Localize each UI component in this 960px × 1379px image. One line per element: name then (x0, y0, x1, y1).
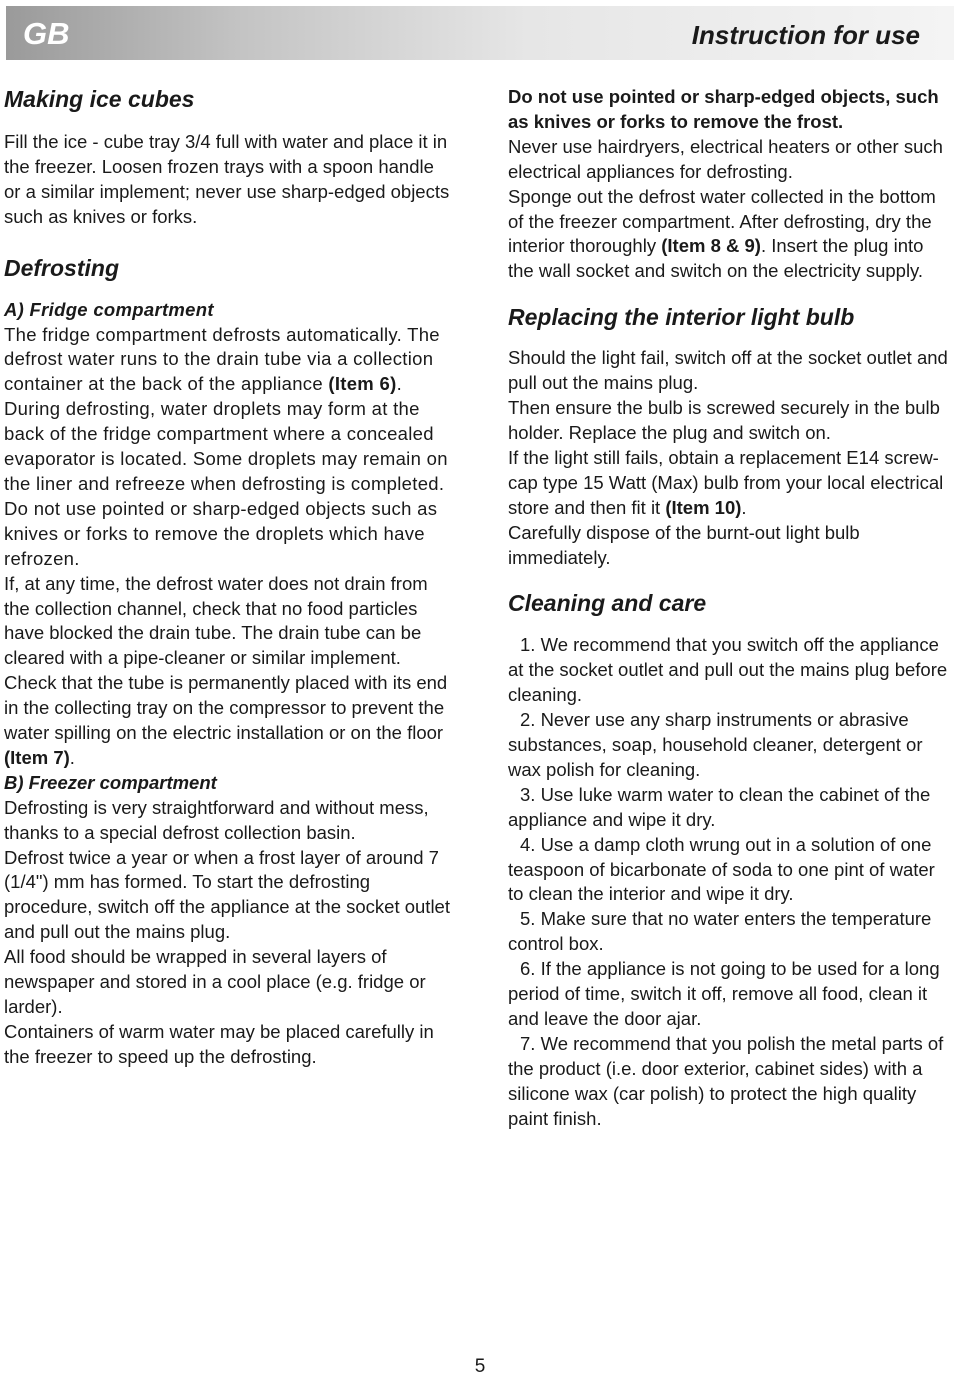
ice-cubes-text: Fill the ice - cube tray 3/4 full with water and place it in the freezer. Loosen frozen trays with a spoon handle or a similar implement; never use sharp-edged objects such as knives or forks. (4, 131, 450, 227)
right-column (508, 82, 953, 1132)
bulb-paragraph-4: Carefully dispose of the burnt-out light bulb immediately. (508, 521, 860, 568)
language-code: GB (23, 16, 70, 51)
defrost-warning: Do not use pointed or sharp-edged objects, such as knives or forks to remove the frost. (508, 86, 939, 132)
heading-freezer-compartment: B) Freezer compartment (4, 771, 217, 793)
list-item: 5. Make sure that no water enters the temperature control box. (508, 908, 932, 955)
page-header (6, 6, 954, 60)
warning-paragraph-1: Never use hairdryers, electrical heaters or other such electrical appliances for defrosting. (508, 135, 943, 182)
bulb-paragraph-1: Should the light fail, switch off at the socket outlet and pull out the mains plug. (508, 347, 948, 394)
list-item: 6. If the appliance is not going to be used for a long period of time, switch it off, remove all food, clean it and leave the door ajar. (508, 958, 940, 1029)
freezer-paragraph-4: Containers of warm water may be placed carefully in the freezer to speed up the defrosting. (4, 1020, 434, 1067)
list-item: 1. We recommend that you switch off the appliance at the socket outlet and pull out the mains plug before cleaning. (508, 634, 948, 706)
heading-defrosting: Defrosting (4, 254, 119, 281)
fridge-paragraph-1: The fridge compartment defrosts automatically. The defrost water runs to the drain tube via a collection container at the back of the appliance (Item 6). (4, 323, 440, 395)
list-item: 2. Never use any sharp instruments or abrasive substances, soap, household cleaner, detergent or wax polish for cleaning. (508, 709, 923, 780)
bulb-paragraph-3: If the light still fails, obtain a replacement E14 screw-cap type 15 Watt (Max) bulb from your local electrical store and then fit it (Item 10). (508, 446, 944, 518)
list-item: 7. We recommend that you polish the metal parts of the product (i.e. door exterior, cabinet sides) with a silicone wax (car polish) to protect the high quality paint finish. (508, 1032, 944, 1129)
item-ref-7: (Item 7) (4, 746, 70, 768)
item-ref-8-9: (Item 8 & 9) (661, 235, 761, 257)
heading-cleaning-and-care: Cleaning and care (508, 590, 707, 617)
heading-replacing-light-bulb: Replacing the interior light bulb (508, 304, 855, 331)
warning-paragraph-2: Sponge out the defrost water collected in the bottom of the freezer compartment. After defrosting, dry the interior thoroughly (Item 8 & 9). Insert the plug into the wall socket and switch on the electricity supply. (508, 185, 936, 282)
page-number: 5 (474, 1356, 486, 1377)
fridge-paragraph-2: During defrosting, water droplets may form at the back of the fridge compartment where a concealed evaporator is located. Some droplets may remain on the liner and refreeze when defrosting is completed. Do not use pointed or sharp-edged objects such as knives or forks to remove the droplets which have refrozen. (4, 398, 448, 569)
left-column (4, 82, 454, 1070)
heading-making-ice-cubes: Making ice cubes (4, 86, 195, 112)
list-item: 3. Use luke warm water to clean the cabinet of the appliance and wipe it dry. (508, 783, 931, 830)
header-title: Instruction for use (691, 20, 920, 50)
bulb-paragraph-2: Then ensure the bulb is screwed securely in the bulb holder. Replace the plug and switch on. (508, 397, 940, 443)
heading-fridge-compartment: A) Fridge compartment (4, 298, 214, 320)
fridge-paragraph-3: If, at any time, the defrost water does not drain from the collection channel, check that no food particles have blocked the drain tube. The drain tube can be cleared with a pipe-cleaner or similar implement. (4, 572, 428, 669)
freezer-paragraph-2: Defrost twice a year or when a frost layer of around 7 (1/4") mm has formed. To start the defrosting procedure, switch off the appliance at the socket outlet and pull out the mains plug. (4, 846, 450, 943)
freezer-paragraph-1: Defrosting is very straightforward and without mess, thanks to a special defrost collection basin. (4, 796, 429, 843)
freezer-paragraph-3: All food should be wrapped in several layers of newspaper and stored in a cool place (e.g. fridge or larder). (4, 946, 426, 1017)
item-ref-10: (Item 10) (665, 496, 742, 518)
fridge-paragraph-4: Check that the tube is permanently placed with its end in the collecting tray on the compressor to prevent the water spilling on the electric installation or on the floor (Item 7). (4, 672, 448, 768)
list-item: 4. Use a damp cloth wrung out in a solution of one teaspoon of bicarbonate of soda to one pint of water to clean the interior and wipe it dry. (508, 833, 935, 905)
item-ref-6: (Item 6) (328, 373, 397, 395)
cleaning-list (508, 633, 953, 1131)
